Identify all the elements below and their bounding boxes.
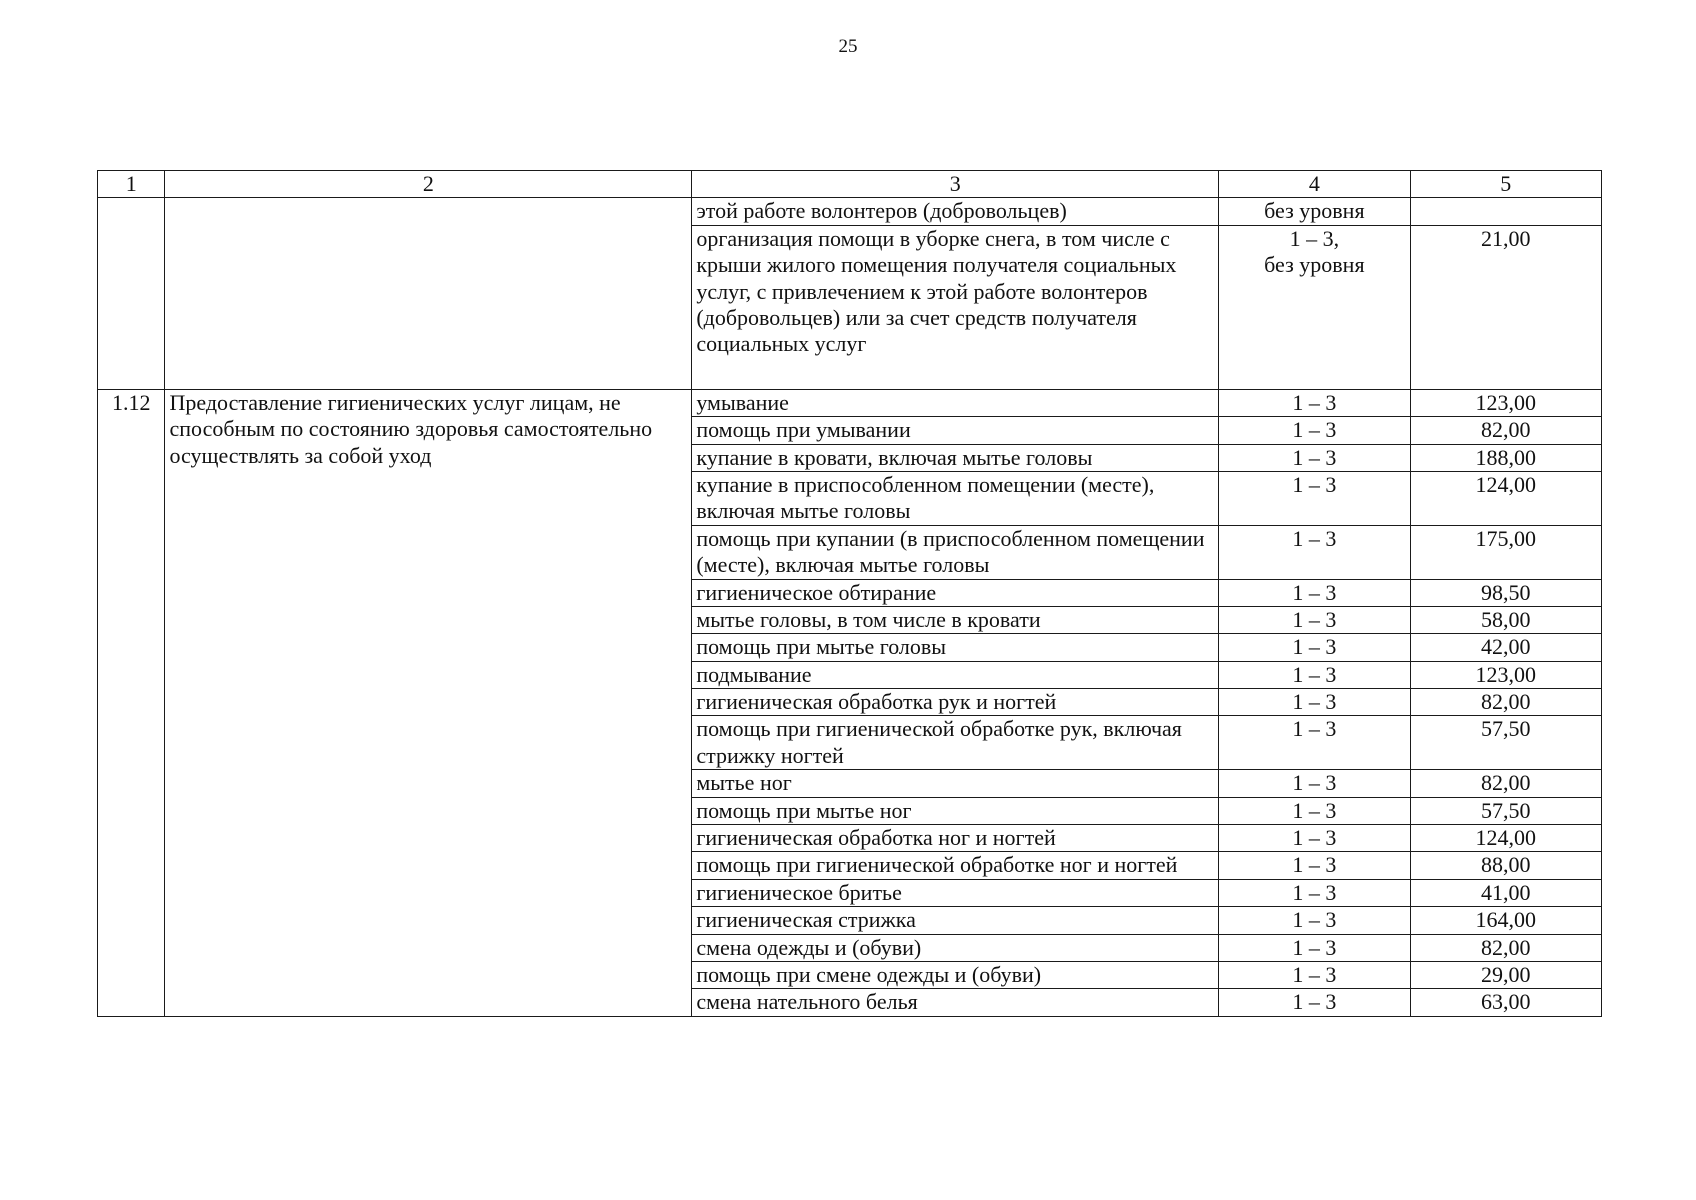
price-cell: 98,50 bbox=[1410, 579, 1601, 606]
level-cell: 1 – 3 bbox=[1219, 525, 1410, 579]
group-description-cell: Предоставление гигиенических услуг лицам, не способным по состоянию здоровья самостоятельно осуществлять за собой уход bbox=[165, 389, 692, 1016]
service-cell: гигиеническая обработка ног и ногтей bbox=[692, 825, 1219, 852]
header-col-3: 3 bbox=[692, 171, 1219, 198]
price-cell: 123,00 bbox=[1410, 661, 1601, 688]
level-cell: 1 – 3 bbox=[1219, 825, 1410, 852]
table-row bbox=[98, 198, 1602, 225]
service-cell: помощь при купании (в приспособленном помещении (месте), включая мытье головы bbox=[692, 525, 1219, 579]
price-cell: 82,00 bbox=[1410, 934, 1601, 961]
service-cell: этой работе волонтеров (добровольцев) bbox=[692, 198, 1219, 225]
price-cell: 57,50 bbox=[1410, 797, 1601, 824]
level-cell: 1 – 3 bbox=[1219, 852, 1410, 879]
price-cell: 124,00 bbox=[1410, 825, 1601, 852]
service-cell: помощь при смене одежды и (обуви) bbox=[692, 961, 1219, 988]
service-cell: гигиеническое обтирание bbox=[692, 579, 1219, 606]
service-cell: помощь при гигиенической обработке ног и ногтей bbox=[692, 852, 1219, 879]
level-cell: 1 – 3 bbox=[1219, 389, 1410, 416]
header-col-5: 5 bbox=[1410, 171, 1601, 198]
level-cell: 1 – 3 bbox=[1219, 444, 1410, 471]
price-cell: 164,00 bbox=[1410, 907, 1601, 934]
service-cell: помощь при гигиенической обработке рук, включая стрижку ногтей bbox=[692, 716, 1219, 770]
service-cell: помощь при мытье ног bbox=[692, 797, 1219, 824]
price-cell: 21,00 bbox=[1410, 225, 1601, 389]
service-cell: гигиеническая стрижка bbox=[692, 907, 1219, 934]
header-row bbox=[98, 171, 1602, 198]
level-cell: 1 – 3 bbox=[1219, 879, 1410, 906]
service-cell: мытье головы, в том числе в кровати bbox=[692, 606, 1219, 633]
price-cell bbox=[1410, 198, 1601, 225]
price-cell: 123,00 bbox=[1410, 389, 1601, 416]
level-cell: 1 – 3 bbox=[1219, 661, 1410, 688]
service-cell: гигиеническое бритье bbox=[692, 879, 1219, 906]
price-cell: 188,00 bbox=[1410, 444, 1601, 471]
header-col-4: 4 bbox=[1219, 171, 1410, 198]
service-cell: помощь при мытье головы bbox=[692, 634, 1219, 661]
price-cell: 124,00 bbox=[1410, 471, 1601, 525]
table-row bbox=[98, 389, 1602, 416]
header-col-2: 2 bbox=[165, 171, 692, 198]
price-cell: 29,00 bbox=[1410, 961, 1601, 988]
price-cell: 82,00 bbox=[1410, 689, 1601, 716]
price-cell: 42,00 bbox=[1410, 634, 1601, 661]
price-cell: 63,00 bbox=[1410, 989, 1601, 1016]
level-cell: 1 – 3 bbox=[1219, 797, 1410, 824]
header-col-1: 1 bbox=[98, 171, 165, 198]
service-cell: гигиеническая обработка рук и ногтей bbox=[692, 689, 1219, 716]
level-cell: 1 – 3 bbox=[1219, 989, 1410, 1016]
level-cell: 1 – 3 bbox=[1219, 716, 1410, 770]
continuation-description-cell bbox=[165, 198, 692, 389]
level-cell: 1 – 3 bbox=[1219, 934, 1410, 961]
price-cell: 82,00 bbox=[1410, 770, 1601, 797]
service-cell: мытье ног bbox=[692, 770, 1219, 797]
price-cell: 57,50 bbox=[1410, 716, 1601, 770]
service-cell: помощь при умывании bbox=[692, 417, 1219, 444]
price-cell: 88,00 bbox=[1410, 852, 1601, 879]
price-cell: 58,00 bbox=[1410, 606, 1601, 633]
service-cell: купание в кровати, включая мытье головы bbox=[692, 444, 1219, 471]
level-cell: 1 – 3 bbox=[1219, 689, 1410, 716]
price-cell: 41,00 bbox=[1410, 879, 1601, 906]
level-cell: 1 – 3 bbox=[1219, 961, 1410, 988]
price-cell: 82,00 bbox=[1410, 417, 1601, 444]
service-cell: смена нательного белья bbox=[692, 989, 1219, 1016]
service-cell: подмывание bbox=[692, 661, 1219, 688]
price-cell: 175,00 bbox=[1410, 525, 1601, 579]
level-cell: без уровня bbox=[1219, 198, 1410, 225]
service-cell: организация помощи в уборке снега, в том числе с крыши жилого помещения получателя социальных услуг, с привлечением к этой работе волонтеров (добровольцев) или за счет средств получателя социальных услуг bbox=[692, 225, 1219, 389]
level-cell: 1 – 3 bbox=[1219, 907, 1410, 934]
level-cell: 1 – 3 bbox=[1219, 579, 1410, 606]
service-cell: купание в приспособленном помещении (месте), включая мытье головы bbox=[692, 471, 1219, 525]
service-cell: умывание bbox=[692, 389, 1219, 416]
level-cell: 1 – 3 bbox=[1219, 770, 1410, 797]
level-cell: 1 – 3, без уровня bbox=[1219, 225, 1410, 389]
level-cell: 1 – 3 bbox=[1219, 417, 1410, 444]
service-cell: смена одежды и (обуви) bbox=[692, 934, 1219, 961]
level-cell: 1 – 3 bbox=[1219, 471, 1410, 525]
level-cell: 1 – 3 bbox=[1219, 606, 1410, 633]
services-table bbox=[97, 170, 1602, 1017]
level-cell: 1 – 3 bbox=[1219, 634, 1410, 661]
page-number: 25 bbox=[838, 36, 858, 57]
group-number-cell: 1.12 bbox=[98, 389, 165, 1016]
continuation-number-cell bbox=[98, 198, 165, 389]
table-body bbox=[98, 198, 1602, 1016]
